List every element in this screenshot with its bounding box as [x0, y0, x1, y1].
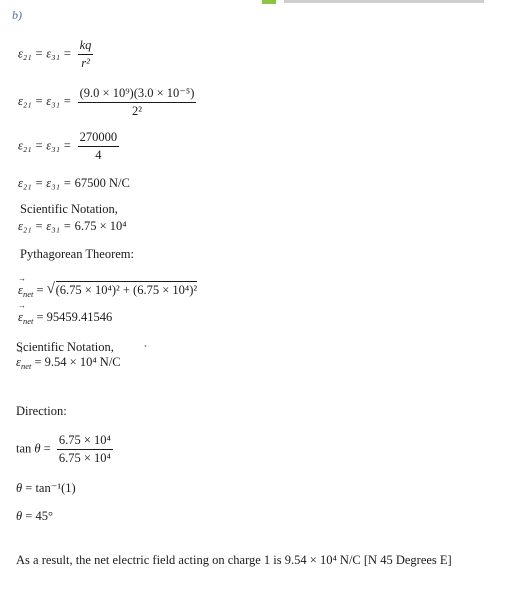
radicand: (6.75 × 10⁴)² + (6.75 × 10⁴)² [55, 283, 198, 297]
numerator: 6.75 × 10⁴ [57, 433, 113, 450]
lhs: ε₂₁ = ε₃₁ = [18, 219, 72, 233]
theta-result: 45° [35, 509, 53, 523]
equation-step-3 [18, 130, 119, 163]
numerator: kq [78, 38, 94, 55]
denominator: 6.75 × 10⁴ [58, 451, 111, 465]
lhs: ε₂₁ = ε₃₁ = [18, 138, 72, 153]
numerator: 270000 [78, 130, 120, 147]
part-label: b) [12, 8, 22, 22]
enet-scientific-equation: → $\varepsilon_{net} = 9.54 \times 10^4$ N/C [16, 355, 121, 370]
pythagorean-label: Pythagorean Theorem: [20, 247, 134, 261]
enet-value: 95459.41546 [46, 310, 113, 324]
lhs: ε₂₁ = ε₃₁ = [18, 93, 72, 108]
denominator: r² [81, 56, 90, 70]
fraction-simplified [78, 130, 120, 163]
result-value: 67500 N/C [74, 176, 130, 190]
lhs: ε₂₁ = ε₃₁ = [18, 46, 72, 61]
scientific-notation-label-1: Scientific Notation, [20, 202, 118, 216]
enet-sqrt-equation: → $\varepsilon_{net}$ = √ (6.75 × 10⁴)² + (6.75 × 10⁴)² [18, 283, 197, 298]
fraction-substitution [78, 85, 197, 119]
fraction-kq-r2 [78, 38, 94, 71]
result-scientific: 6.75 × 10⁴ [74, 219, 127, 233]
tan-equation: tan θ = $\frac{\text{6.75 × 10⁴}}{\text{6.75 × 10⁴}}$ [16, 433, 111, 465]
scientific-notation-label-2: Scientific Notation, [16, 340, 114, 354]
denominator: 2² [132, 104, 143, 118]
header-tab-marker [262, 0, 276, 4]
header-strip [262, 0, 515, 4]
theta-result-equation: θ = 45° [16, 509, 53, 523]
enet-value-equation: → $\varepsilon_{net} = 95459.41546$ [18, 310, 112, 325]
lhs: ε₂₁ = ε₃₁ = [18, 176, 72, 190]
equation-step-5 [18, 219, 127, 234]
equation-step-2 [18, 85, 196, 119]
theta-inverse: tan⁻¹(1) [35, 481, 76, 495]
equation-step-4 [18, 176, 130, 191]
numerator: (9.0 × 10⁹)(3.0 × 10⁻⁵) [78, 85, 197, 103]
header-text-strip [284, 0, 484, 3]
denominator: 4 [95, 148, 102, 162]
direction-label: Direction: [16, 404, 67, 418]
tan-fraction [57, 433, 113, 466]
sqrt-expression [47, 283, 198, 298]
conclusion-sentence: As a result, the net electric field acting on charge 1 is 9.54 × 10⁴ N/C [N 45 Degrees E] [16, 553, 452, 567]
equation-step-1 [18, 38, 93, 71]
stray-mark: • [144, 342, 147, 351]
theta-inverse-equation: θ = tan⁻¹(1) [16, 481, 76, 495]
enet-scientific: 9.54 × 10⁴ N/C [44, 355, 121, 369]
